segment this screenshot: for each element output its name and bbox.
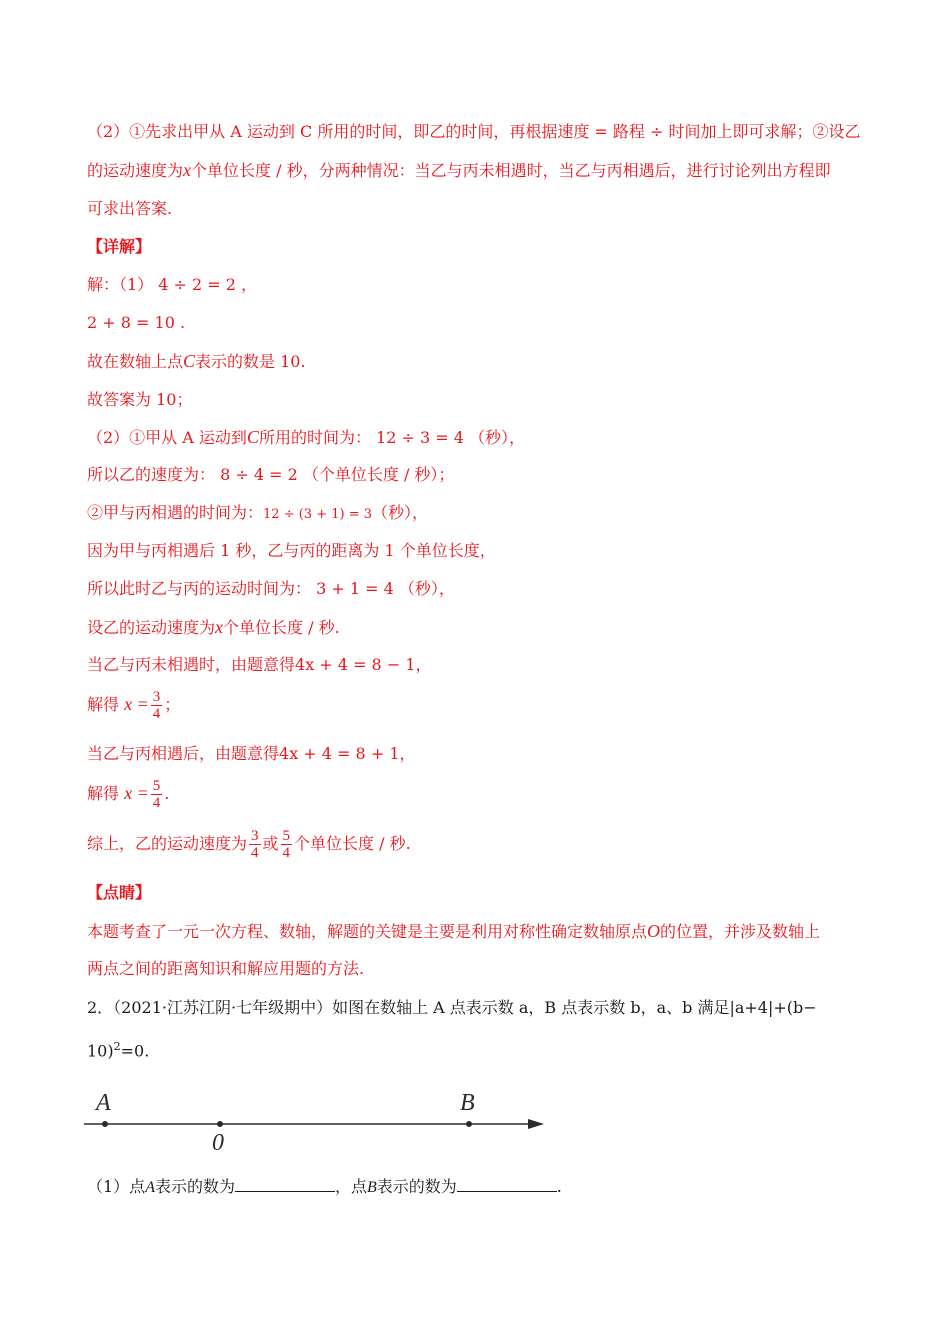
detail-text: 解得 [87,695,120,714]
detail-text: 个单位长度 / 秒. [294,834,411,853]
variable-x: x [183,160,192,180]
answer-blank-b[interactable] [457,1175,557,1192]
problem-text: =0. [120,1041,150,1061]
detail-text: 设乙的运动速度为 [87,618,216,637]
detail-line-13 [87,743,416,765]
problem-text: . [556,1177,562,1196]
detail-line-5 [87,426,525,449]
problem2-line-2 [87,1036,149,1062]
variable-c: C [183,351,196,371]
detail-text: 综上，乙的运动速度为 [87,834,248,853]
detail-line-14 [87,778,169,811]
comment-line-2: 两点之间的距离知识和解应用题的方法. [87,959,365,978]
detail-line-7 [87,502,428,526]
denominator: 4 [282,845,291,861]
numerator: 5 [282,828,291,844]
detail-line-6: 所以乙的速度为： 8 ÷ 4 = 2 （个单位长度 / 秒）； [87,465,455,484]
detail-text: （秒）， [372,503,429,522]
numerator: 3 [251,828,259,844]
analysis-text: 个单位长度 / 秒，分两种情况：当乙与丙未相遇时，当乙与丙相遇后，进行讨论列出方程即 [191,161,831,180]
denominator: 4 [152,706,161,722]
analysis-line-1: （2）①先求出甲从 A 运动到 C 所用的时间，即乙的时间，再根据速度 = 路程 ÷ 时间加上即可求解；②设乙 [87,122,861,141]
fraction [249,828,261,861]
detail-heading: 【详解】 [87,237,152,256]
detail-line-10 [87,616,340,639]
point-b-dot [466,1121,472,1127]
answer-blank-a[interactable] [235,1175,335,1192]
fraction [281,828,293,861]
denominator: 4 [152,795,161,811]
detail-line-1: 解：（1） 4 ÷ 2 = 2 ， [87,275,258,294]
variable-x: x [215,617,224,637]
exponent: 2 [113,1040,121,1053]
detail-line-9: 所以此时乙与丙的运动时间为： 3 + 1 = 4 （秒）， [87,579,455,598]
comment-heading: 【点睛】 [87,883,152,902]
equation: 4x + 4 = 8 + 1 [279,744,400,763]
detail-text: 当乙与丙相遇后，由题意得 [87,744,280,763]
arrow-head-icon [528,1119,544,1129]
detail-line-3 [87,350,306,373]
detail-line-2: 2 + 8 = 10 . [87,313,186,332]
problem-text: （1）点 [87,1177,146,1196]
detail-text: 或 [262,834,279,853]
detail-text: 所用的时间为： 12 ÷ 3 = 4 （秒）， [258,428,525,447]
detail-line-11 [87,654,432,676]
detail-line-8: 因为甲与丙相遇后 1 秒，乙与丙的距离为 1 个单位长度， [87,541,496,560]
problem-text: 表示的数为 [376,1177,457,1196]
detail-text: ②甲与丙相遇的时间为： [87,503,264,522]
comment-line-1 [87,920,820,943]
problem-text: 表示的数为 [154,1177,235,1196]
problem-text: 10) [87,1041,114,1061]
label-a: A [96,1090,111,1116]
variable-a: A [145,1179,155,1196]
analysis-line-3: 可求出答案. [87,199,173,218]
comment-text: 本题考查了一元一次方程、数轴，解题的关键是主要是利用对称性确定数轴原点 [87,922,648,941]
detail-text: ， [415,655,432,674]
detail-text: ， [399,744,416,763]
variable-x: x = [124,694,149,714]
detail-line-15 [87,828,411,861]
point-a-dot [102,1121,108,1127]
detail-text: （2）①甲从 A 运动到 [87,428,247,447]
variable-x: x = [124,783,149,803]
detail-text: 当乙与丙未相遇时，由题意得 [87,655,296,674]
detail-text: 个单位长度 / 秒. [223,618,340,637]
variable-o: O [647,921,661,941]
numerator: 5 [152,778,161,794]
detail-text: ； [164,695,181,714]
problem-text: ，点 [334,1177,367,1196]
label-o: 0 [212,1130,224,1156]
fraction [151,778,163,811]
analysis-line-2 [87,159,831,182]
analysis-text: 的运动速度为 [87,161,184,180]
variable-b: B [367,1179,377,1196]
detail-line-4: 故答案为 10； [87,390,193,409]
label-b: B [460,1090,475,1116]
problem2-line-1: 2．（2021·江苏江阴·七年级期中）如图在数轴上 A 点表示数 a，B 点表示数 b，a、b 满足|a+4|+(b− [87,998,817,1017]
detail-text: 表示的数是 10. [195,352,306,371]
fraction [151,689,163,722]
detail-text: 故在数轴上点 [87,352,184,371]
problem2-question-1 [87,1175,562,1199]
detail-text: . [164,784,170,803]
detail-text: 解得 [87,784,120,803]
equation: 12 ÷ (3 + 1) = 3 [263,507,372,522]
variable-c: C [246,427,259,447]
denominator: 4 [251,845,259,861]
number-line-figure [82,1088,552,1158]
point-o-dot [217,1121,223,1127]
detail-line-12 [87,689,180,722]
comment-text: 的位置，并涉及数轴上 [660,922,821,941]
numerator: 3 [152,689,161,705]
equation: 4x + 4 = 8 − 1 [295,655,416,674]
